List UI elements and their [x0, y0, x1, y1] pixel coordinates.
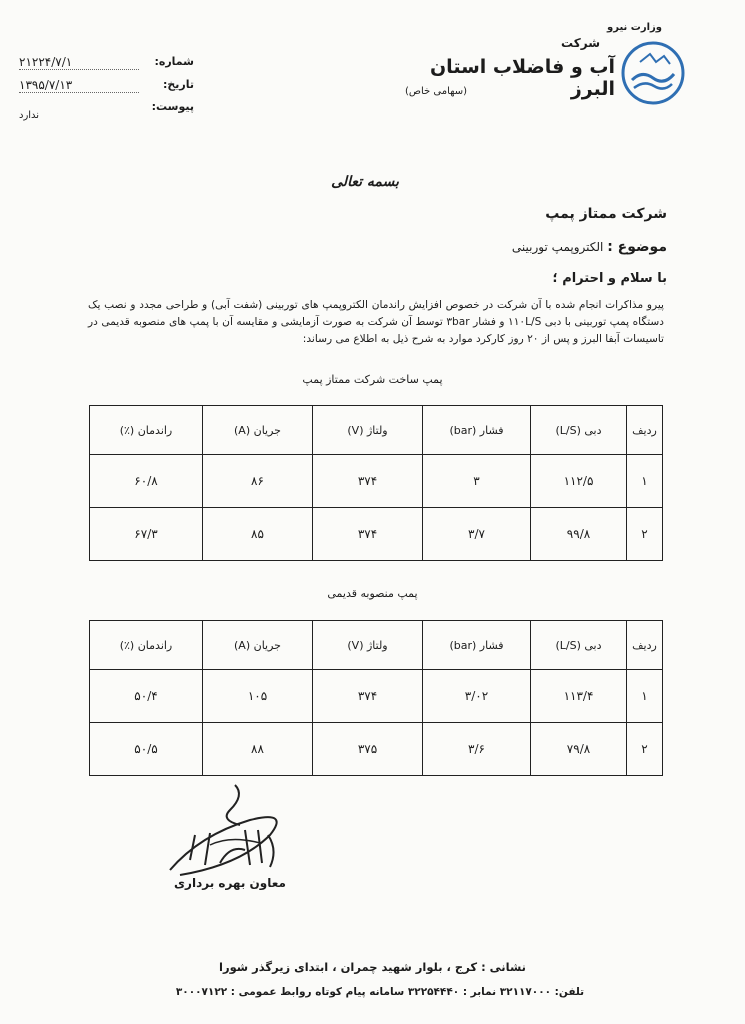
header-cell: دبی (L/S) — [531, 621, 627, 670]
ministry-name: وزارت نیرو — [607, 22, 662, 33]
table-cell: ۳۷۴ — [313, 455, 423, 508]
letter-body: پیرو مذاکرات انجام شده با آن شرکت در خصوص افزایش راندمان الکتروپمپ های توربینی (شفت آبی) و طراحی مجدد و نصب یک دستگاه پمپ توربینی با دبی ۱۱۰L/S و فشار ۳bar توسط آن شرکت به صورت آزمایشی و مقایسه آن با پمپ های منصوبه قدیمی در تاسیسات آبفا البرز و پس از ۲۰ روز کارکرد موارد به شرح ذیل به اطلاع می رساند: — [88, 299, 665, 345]
recipient: شرکت ممتاز پمپ — [545, 206, 667, 222]
header-cell: جریان (A) — [203, 406, 313, 455]
header-cell: ولتاژ (V) — [313, 621, 423, 670]
table-caption-new-pump: پمپ ساخت شرکت ممتاز پمپ — [302, 373, 443, 386]
table-cell: ۱۱۲/۵ — [531, 455, 627, 508]
bismillah: بسمه تعالی — [331, 174, 399, 190]
table-cell: ۹۹/۸ — [531, 508, 627, 561]
table-cell: ۳۷۴ — [313, 508, 423, 561]
table-cell: ۶۰/۸ — [90, 455, 203, 508]
subject-value: الکتروپمپ توربینی — [511, 240, 604, 254]
table-cell: ۱۰۵ — [203, 670, 313, 723]
table-row — [90, 670, 663, 723]
number-value: ۲۱۲۲۴/۷/۱ — [19, 55, 139, 70]
company-label: شرکت — [561, 36, 600, 50]
new-pump-table — [89, 405, 663, 561]
old-pump-table — [89, 620, 663, 776]
header-cell: راندمان (٪) — [90, 621, 203, 670]
table-cell: ۲ — [627, 508, 663, 561]
attachment-label: پیوست: — [151, 100, 194, 113]
table-header-row — [90, 406, 663, 455]
table-cell: ۸۸ — [203, 723, 313, 776]
header-cell: فشار (bar) — [423, 406, 531, 455]
header-cell: دبی (L/S) — [531, 406, 627, 455]
table-cell: ۸۵ — [203, 508, 313, 561]
table-cell: ۲ — [627, 723, 663, 776]
table-row — [90, 508, 663, 561]
company-type: (سهامی خاص) — [405, 86, 468, 97]
table-cell: ۱ — [627, 670, 663, 723]
signatory-title: معاون بهره برداری — [174, 876, 286, 890]
company-name: آب و فاضلاب استان البرز — [429, 56, 615, 100]
table-cell: ۷۹/۸ — [531, 723, 627, 776]
date-label: تاریخ: — [162, 78, 194, 91]
number-label: شماره: — [154, 55, 194, 68]
attachment-value: ندارد — [19, 110, 40, 121]
header-cell: جریان (A) — [203, 621, 313, 670]
table-cell: ۳/۷ — [423, 508, 531, 561]
table-cell: ۵۰/۴ — [90, 670, 203, 723]
table-cell: ۵۰/۵ — [90, 723, 203, 776]
date-value: ۱۳۹۵/۷/۱۳ — [19, 78, 139, 93]
table-cell: ۳۷۵ — [313, 723, 423, 776]
table-cell: ۳۷۴ — [313, 670, 423, 723]
footer-address: نشانی : کرج ، بلوار شهید چمران ، ابتدای زیرگذر شورا — [219, 960, 526, 974]
header-cell: فشار (bar) — [423, 621, 531, 670]
table-cell: ۱۱۳/۴ — [531, 670, 627, 723]
table-header-row — [90, 621, 663, 670]
table-row — [90, 723, 663, 776]
table-cell: ۳ — [423, 455, 531, 508]
header-cell: ردیف — [627, 406, 663, 455]
subject-label: موضوع : — [607, 239, 667, 255]
salutation: با سلام و احترام ؛ — [552, 271, 667, 286]
header-cell: ردیف — [627, 621, 663, 670]
table-cell: ۶۷/۳ — [90, 508, 203, 561]
subject-line — [512, 239, 667, 255]
table-cell: ۳/۶ — [423, 723, 531, 776]
header-cell: ولتاژ (V) — [313, 406, 423, 455]
table-caption-old-pump: پمپ منصوبه قدیمی — [327, 587, 418, 600]
table-cell: ۱ — [627, 455, 663, 508]
table-row — [90, 455, 663, 508]
table-cell: ۳/۰۲ — [423, 670, 531, 723]
water-company-logo-icon — [620, 40, 686, 106]
footer-phone: تلفن: ۳۲۱۱۷۰۰۰ نمابر : ۳۲۲۵۴۴۴۰ سامانه پیام کوتاه روابط عمومی : ۳۰۰۰۷۱۲۲ — [175, 986, 585, 998]
table-cell: ۸۶ — [203, 455, 313, 508]
header-cell: راندمان (٪) — [90, 406, 203, 455]
